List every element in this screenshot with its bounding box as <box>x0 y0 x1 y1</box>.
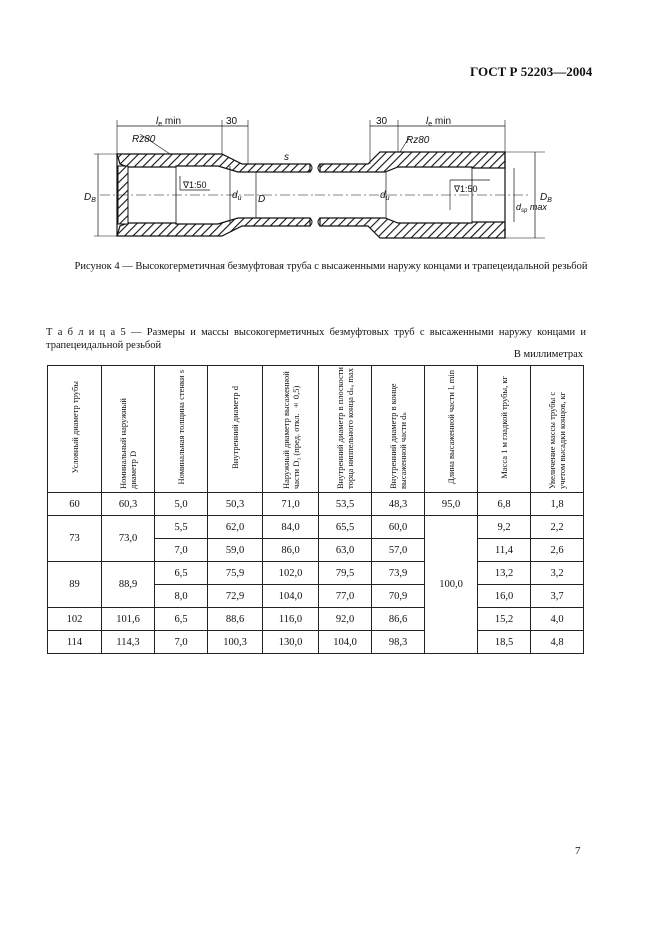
table-cell: 79,5 <box>319 562 372 585</box>
table-cell: 60 <box>48 493 102 516</box>
right-rz80-label: Rz80 <box>406 135 430 146</box>
table-cell: 102 <box>48 608 102 631</box>
table-cell: 4,8 <box>531 631 584 654</box>
header-cell: Масса 1 м гладкой трубы, кг <box>478 366 531 493</box>
right-dn-label: $d_u$ <box>380 190 390 202</box>
table-cell: 3,7 <box>531 585 584 608</box>
header-cell: Наружный диаметр высаженной части D₃ (пред. откл. ± 0,5) <box>263 366 319 493</box>
header-cell: Условный диаметр трубы <box>48 366 102 493</box>
dimensions-table <box>47 365 584 654</box>
table-cell: 60,3 <box>102 493 155 516</box>
table-header-row <box>48 366 584 493</box>
table-cell: 3,2 <box>531 562 584 585</box>
table-cell: 98,3 <box>372 631 425 654</box>
right-pipe-end <box>315 120 545 238</box>
left-D-label: D <box>258 194 266 205</box>
header-cell: Внутренний диаметр в конце высаженной части dₙ <box>372 366 425 493</box>
table-cell: 62,0 <box>208 516 263 539</box>
table-cell: 48,3 <box>372 493 425 516</box>
table-cell: 114,3 <box>102 631 155 654</box>
table-cell: 65,5 <box>319 516 372 539</box>
document-code: ГОСТ Р 52203—2004 <box>470 64 593 79</box>
table-cell: 130,0 <box>263 631 319 654</box>
table-cell: 73,9 <box>372 562 425 585</box>
table-cell: 53,5 <box>319 493 372 516</box>
table-cell: 104,0 <box>319 631 372 654</box>
table-cell: 6,5 <box>155 608 208 631</box>
table-cell: 77,0 <box>319 585 372 608</box>
table-cell: 104,0 <box>263 585 319 608</box>
page-number: 7 <box>575 845 581 857</box>
table-cell: 6,8 <box>478 493 531 516</box>
table-cell: 92,0 <box>319 608 372 631</box>
table-row <box>48 631 584 654</box>
header-cell: Номинальный наружный диаметр D <box>102 366 155 493</box>
left-Db-label: $D_B$ <box>84 192 96 204</box>
table-row <box>48 516 584 539</box>
table-cell: 13,2 <box>478 562 531 585</box>
table-cell: 88,9 <box>102 562 155 608</box>
table-row <box>48 493 584 516</box>
left-s-label: s <box>284 152 289 163</box>
table-cell: 7,0 <box>155 631 208 654</box>
table-cell: 5,0 <box>155 493 208 516</box>
table-cell: 11,4 <box>478 539 531 562</box>
units-label: В миллиметрах <box>513 349 583 360</box>
table-cell: 101,6 <box>102 608 155 631</box>
left-pipe-end <box>94 120 315 236</box>
table-cell: 16,0 <box>478 585 531 608</box>
table-cell: 1,8 <box>531 493 584 516</box>
pipe-drawing <box>80 110 580 250</box>
table-cell: 75,9 <box>208 562 263 585</box>
table-cell: 15,2 <box>478 608 531 631</box>
left-le-min-label: $l_e$ min <box>156 116 182 128</box>
table-cell: 88,6 <box>208 608 263 631</box>
table-cell: 60,0 <box>372 516 425 539</box>
table-cell: 5,5 <box>155 516 208 539</box>
table-cell: 57,0 <box>372 539 425 562</box>
left-30-label: 30 <box>226 116 238 127</box>
table-cell: 18,5 <box>478 631 531 654</box>
table-cell: 84,0 <box>263 516 319 539</box>
table-title: Т а б л и ц а 5 — Размеры и массы высокогерметичных безмуфтовых труб с высаженными наружу концами и трапецеидальной резьбой <box>46 327 587 351</box>
table-cell: 102,0 <box>263 562 319 585</box>
table-cell: 89 <box>48 562 102 608</box>
right-dsp-label: $d_{sp}$ max <box>516 202 547 214</box>
table-cell: 2,6 <box>531 539 584 562</box>
left-dn-label: $d_u$ <box>232 190 242 202</box>
table-cell: 4,0 <box>531 608 584 631</box>
table-cell: 72,9 <box>208 585 263 608</box>
header-cell: Внутренний диаметр в плоскости торца ниппельного конца dₙₐ max <box>319 366 372 493</box>
table-cell: 7,0 <box>155 539 208 562</box>
right-Db-label: $D_B$ <box>540 192 552 204</box>
header-cell: Увеличение массы трубы с учетом высадки концов, кг <box>531 366 584 493</box>
table-cell: 86,6 <box>372 608 425 631</box>
left-rz80-label: Rz80 <box>132 134 156 145</box>
table-cell: 73 <box>48 516 102 562</box>
table-cell: 59,0 <box>208 539 263 562</box>
table-cell: 100,3 <box>208 631 263 654</box>
table-cell: 6,5 <box>155 562 208 585</box>
table-row <box>48 608 584 631</box>
header-cell: Номинальная толщина стенки s <box>155 366 208 493</box>
table-cell: 9,2 <box>478 516 531 539</box>
table-cell: 95,0 <box>425 493 478 516</box>
header-cell: Внутренний диаметр d <box>208 366 263 493</box>
header-cell: Длина высаженной части lₑ min <box>425 366 478 493</box>
right-taper-label: ∇1:50 <box>454 184 478 194</box>
table-cell: 8,0 <box>155 585 208 608</box>
right-30-label: 30 <box>376 116 388 127</box>
table-cell: 70,9 <box>372 585 425 608</box>
shared-length-cell: 100,0 <box>425 516 478 654</box>
figure-caption: Рисунок 4 — Высокогерметичная безмуфтовая труба с высаженными наружу концами и трапецеидальной резьбой <box>74 261 588 272</box>
table-cell: 116,0 <box>263 608 319 631</box>
table-cell: 50,3 <box>208 493 263 516</box>
table-cell: 114 <box>48 631 102 654</box>
left-taper-label: ∇1:50 <box>183 180 207 190</box>
table-cell: 71,0 <box>263 493 319 516</box>
table-cell: 73,0 <box>102 516 155 562</box>
table-cell: 86,0 <box>263 539 319 562</box>
table-row <box>48 562 584 585</box>
table-cell: 63,0 <box>319 539 372 562</box>
right-le-min-label: $l_e$ min <box>426 116 452 128</box>
table-cell: 2,2 <box>531 516 584 539</box>
